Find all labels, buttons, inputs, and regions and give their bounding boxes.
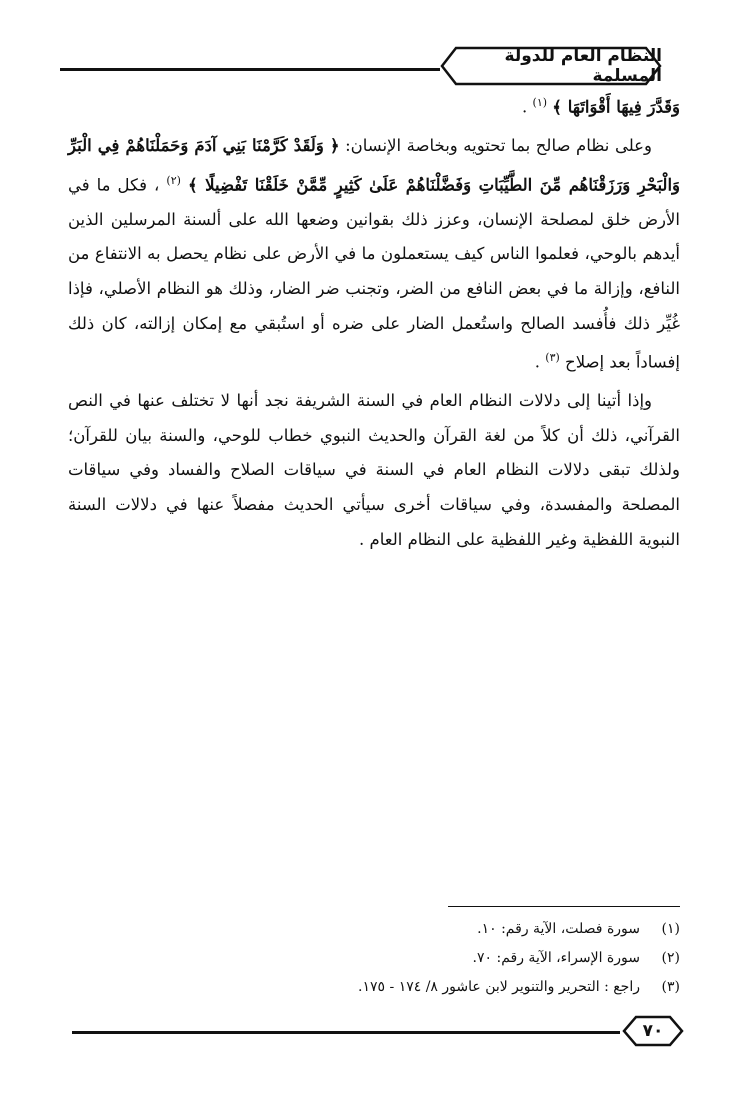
paragraph-2-end: .	[534, 352, 541, 372]
page-number: ٧٠	[642, 1021, 664, 1041]
footnote-number: (٣)	[661, 979, 680, 995]
header-title: النظام العام للدولة المسلمة	[504, 46, 662, 86]
page-number-badge	[622, 1014, 684, 1048]
footnote-ref-3: (٣)	[545, 351, 560, 365]
footnote-number: (٢)	[661, 950, 680, 966]
quran-verse-1: وَقَدَّرَ فِيهَا أَقْوَاتَهَا ﴾	[552, 97, 680, 117]
running-header	[440, 44, 662, 88]
paragraph-2-text-1: وعلى نظام صالح بما تحتويه وبخاصة الإنسان:	[339, 136, 652, 156]
paragraph-1	[68, 86, 680, 125]
main-text	[68, 86, 680, 557]
footnote-item	[130, 973, 680, 1002]
footnote-text: راجع : التحرير والتنوير لابن عاشور ٨/ ١٧٤ - ١٧٥.	[358, 979, 640, 995]
footer-rule	[72, 1031, 620, 1034]
paragraph-1-end: .	[522, 97, 528, 117]
footnotes	[130, 915, 680, 1002]
footnote-ref-2: (٢)	[166, 173, 181, 187]
footnote-item	[130, 915, 680, 944]
footnote-ref-1: (١)	[532, 96, 548, 109]
paragraph-3: وإذا أتينا إلى دلالات النظام العام في السنة الشريفة نجد أنها لا تختلف عنها في النص القرآني، ذلك أن كلاً من لغة القرآن والحديث النبوي خطاب للوحي، والسنة بيان للقرآن؛ ولذلك تبقى دلالات النظام العام في السنة في سياقات الصلاح والفساد وفي سياقات المصلحة والمفسدة، وفي سياقات أخرى سيأتي الحديث مفصلاً عنها في دلالات السنة النبوية اللفظية وغير اللفظية على النظام العام .	[68, 391, 680, 549]
paragraph-2	[68, 129, 680, 380]
quran-verse-2: ﴿ وَلَقَدْ كَرَّمْنَا بَنِي آدَمَ وَحَمَلْنَاهُمْ فِي الْبَرِّ وَالْبَحْرِ وَرَزَقْنَاهُم مِّنَ الطَّيِّبَاتِ وَفَضَّلْنَاهُمْ عَلَىٰ كَثِيرٍ مِّمَّنْ خَلَقْنَا تَفْضِيلًا ﴾	[68, 136, 681, 195]
footnote-number: (١)	[661, 921, 680, 937]
paragraph-2-text-2: ، فكل ما في الأرض خلق لمصلحة الإنسان، وعزز ذلك بقوانين وضعها الله على ألسنة المرسلين الذين أيدهم بالوحي، فعلموا الناس كيف يستعملون ما في الأرض على نظام يحصل به الانتفاع من النافع، وإزالة ما في بعض النافع من الضر، وتجنب ضر الضار، وذلك هو النظام الأصلي، فإذا غُيِّر ذلك فأُفسد الصالح واستُعمل الضار على ضره أو استُبقي مع إمكان إزالته، كان ذلك إفساداً بعد إصلاح	[68, 175, 680, 372]
footnote-item	[130, 944, 680, 973]
footnote-separator	[448, 906, 680, 907]
header-rule	[60, 68, 440, 71]
footnote-text: سورة فصلت، الآية رقم: ١٠.	[477, 921, 640, 937]
footnote-text: سورة الإسراء، الآية رقم: ٧٠.	[472, 950, 640, 966]
